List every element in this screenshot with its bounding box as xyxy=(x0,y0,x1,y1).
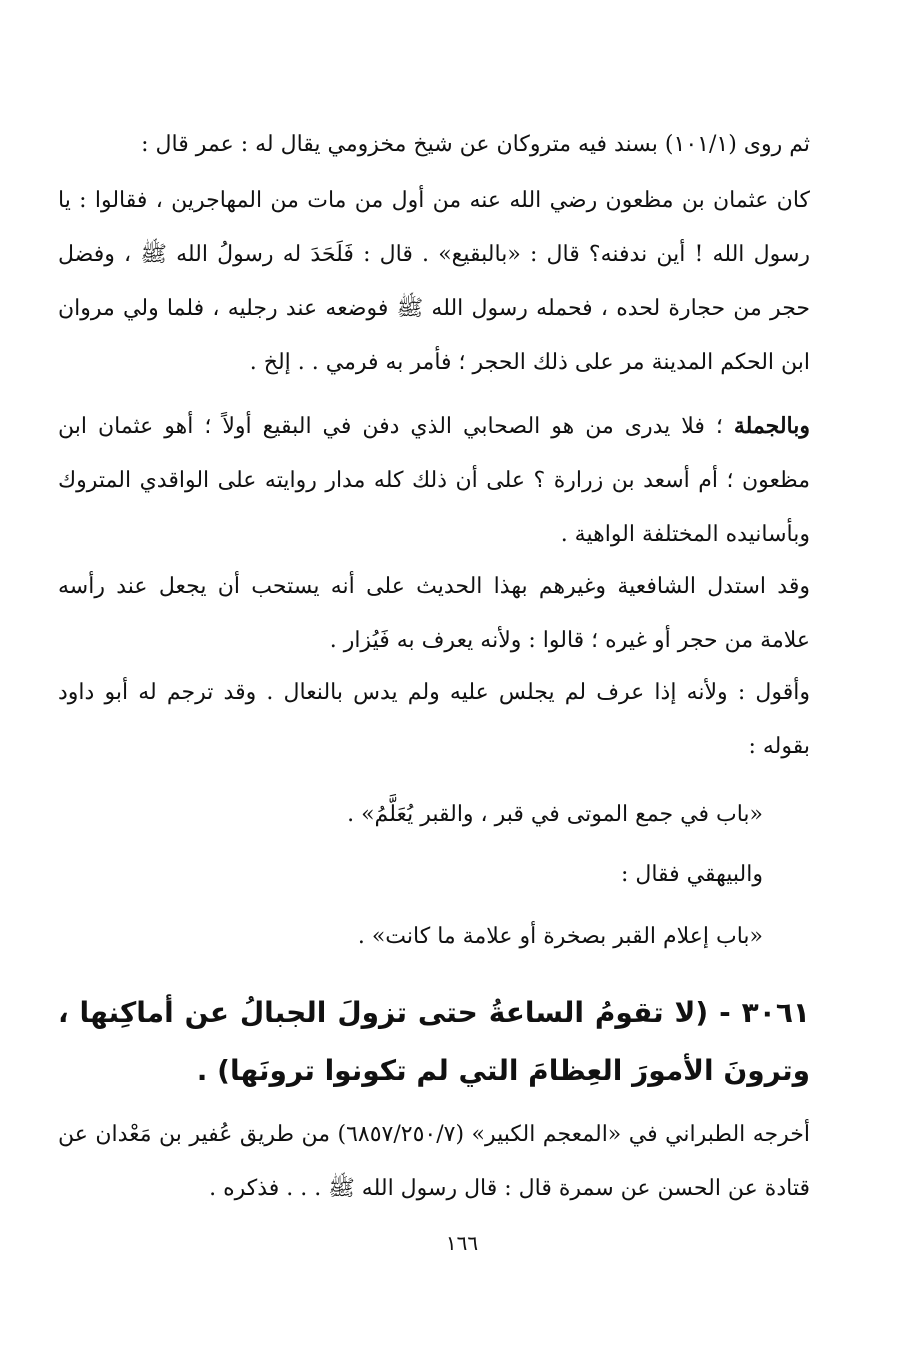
paragraph-uthman-burial: كان عثمان بن مظعون رضي الله عنه من أول من مات من المهاجرين ، فقالوا : يا رسول الله ! أين ندفنه؟ قال : «بالبقيع» . قال : فَلَحَدَ له رسولُ الله ﷺ ، وفضل حجر من حجارة لحده ، فحمله رسول الله ﷺ فوضعه عند رجليه ، فلما ولي مروان ابن الحكم المدينة مر على ذلك الحجر ؛ فأمر به فرمي . . إلخ . xyxy=(58,188,810,375)
paragraph-narration-intro: ثم روى (١٠١/١) بسند فيه متروكان عن شيخ مخزومي يقال له : عمر قال : xyxy=(141,132,810,157)
summary-text: ؛ فلا يدرى من هو الصحابي الذي دفن في البقيع أولاً ؛ أهو عثمان ابن مظعون ؛ أم أسعد بن زرارة ؟ على أن ذلك كله مدار روايته على الواقدي المتروك وبأسانيده المختلفة الواهية . xyxy=(58,414,810,547)
quote-bayhaqi-chapter: «باب إعلام القبر بصخرة أو علامة ما كانت» . xyxy=(357,924,763,949)
hadith-heading: ٣٠٦١ - (لا تقومُ الساعةُ حتى تزولَ الجبالُ عن أماكِنها ، وترونَ الأمورَ العِظامَ التي لم تكونوا ترونَها) . xyxy=(58,996,810,1087)
quote-abu-dawud-chapter: «باب في جمع الموتى في قبر ، والقبر يُعَلَّمُ» . xyxy=(347,802,763,827)
paragraph-shafii-inference: وقد استدل الشافعية وغيرهم بهذا الحديث على أنه يستحب أن يجعل عند رأسه علامة من حجر أو غيره ؛ قالوا : ولأنه يعرف به فَيُزار . xyxy=(58,574,810,653)
paragraph-author-comment: وأقول : ولأنه إذا عرف لم يجلس عليه ولم يدس بالنعال . وقد ترجم له أبو داود بقوله : xyxy=(58,680,810,759)
page-number: ١٦٦ xyxy=(445,1231,479,1255)
paragraph-takhrij: أخرجه الطبراني في «المعجم الكبير» (٦٨٥٧/٢٥٠/٧) من طريق عُفير بن مَعْدان عن قتادة عن الحسن عن سمرة قال : قال رسول الله ﷺ . . . فذكره . xyxy=(58,1122,810,1201)
quote-bayhaqi-intro: والبيهقي فقال : xyxy=(620,862,763,887)
summary-lead-word: وبالجملة xyxy=(733,413,810,439)
paragraph-summary xyxy=(58,399,810,562)
